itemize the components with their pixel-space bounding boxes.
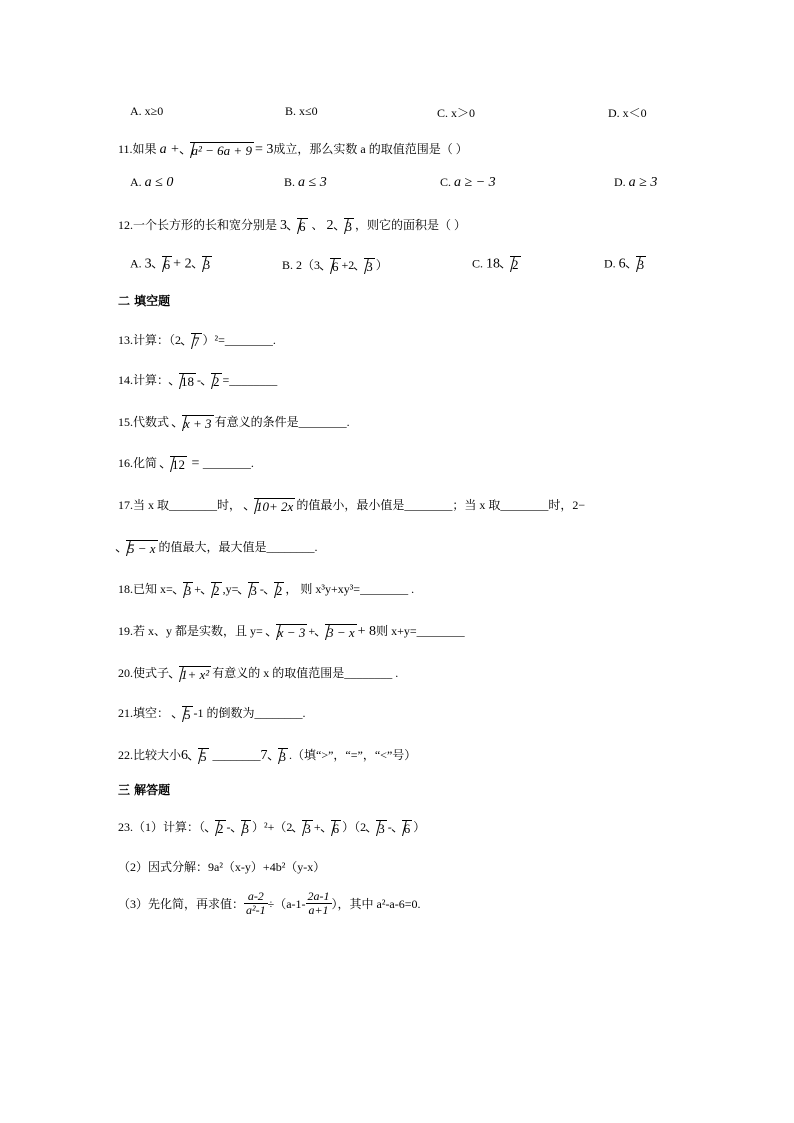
section-solutions-heading: 三 解答题	[118, 783, 171, 797]
fraction-2: $\frac{2a-1}{a+1}$	[307, 889, 330, 917]
q11-radical: a² − 6a + 9	[180, 142, 254, 159]
question-23-part-3: （3）先化简，再求值： $\frac{a-2}{\text{a²-1}}$ ÷（a-1- $\frac{2a-1}{a+1}$ ），其中 a²-a-6=0.	[118, 889, 421, 917]
q11-expr: a +	[159, 142, 180, 157]
q11-option-c: C. a ≥ − 3	[440, 175, 496, 190]
question-16: 16.化简 12 = ________.	[118, 456, 254, 472]
question-15: 15.代数式 x + 3 有意义的条件是________.	[118, 415, 350, 431]
question-22: 22.比较大小6 5 ________7 3 .（填“>”，“=”，“<”号）	[118, 748, 417, 764]
q10-option-a: A. x≥0	[130, 104, 164, 118]
fraction-1: $\frac{a-2}{\text{a²-1}}$	[246, 889, 266, 917]
q11-option-b: B. a ≤ 3	[284, 175, 327, 190]
q11-option-a: A. a ≤ 0	[130, 175, 174, 190]
q11-prefix: 11.如果	[118, 142, 157, 156]
question-14: 14.计算： 18 - 2 =________	[118, 373, 278, 389]
q12-option-d: D. 6 3	[604, 256, 645, 272]
q12-option-b: B. 2（3 6 +2 3 ）	[282, 258, 388, 274]
question-23-part-1: 23.（1）计算：（ 2 - 3 ）²+（2 3 + 6 ）（2 3 - 6 ）	[118, 820, 426, 836]
q10-option-c: C. x＞0	[437, 106, 476, 120]
q10-option-b: B. x≤0	[285, 104, 318, 118]
question-17-cont: 5 − x 的值最大，最大值是________.	[116, 538, 318, 557]
question-12: 12.一个长方形的长和宽分别是 3 6 、 2 3 ，则它的面积是（ ）	[118, 218, 467, 234]
q12-option-c: C. 18 2	[472, 256, 519, 272]
q12-option-a: A. 3 6 + 2 3	[130, 256, 211, 272]
question-17: 17.当 x 取________时， 10+ 2x 的值最小，最小值是________；当 x 取________时，2−	[118, 498, 586, 514]
section-fill-in-heading: 二 填空题	[118, 294, 171, 308]
question-11	[118, 140, 468, 159]
question-18: 18.已知 x= 3 + 2 ,y= 3 - 2 ， 则 x³y+xy³=________ .	[118, 582, 415, 598]
question-21: 21.填空： 5 -1 的倒数为________.	[118, 706, 306, 722]
question-13: 13.计算：（2 7 ）²=________.	[118, 333, 276, 349]
question-20: 20.使式子 1+ x² 有意义的 x 的取值范围是________ .	[118, 666, 399, 682]
q10-option-d: D. x＜0	[608, 106, 647, 120]
q11-option-d: D. a ≥ 3	[614, 175, 658, 190]
question-19: 19.若 x、y 都是实数，且 y= x − 3 + 3 − x + 8则 x+y=________	[118, 624, 465, 640]
question-23-part-2: （2）因式分解：9a²（x-y）+4b²（y-x）	[118, 860, 326, 874]
q11-eq: = 3	[254, 142, 274, 157]
q11-suffix: 成立，那么实数 a 的取值范围是（ ）	[273, 142, 468, 156]
